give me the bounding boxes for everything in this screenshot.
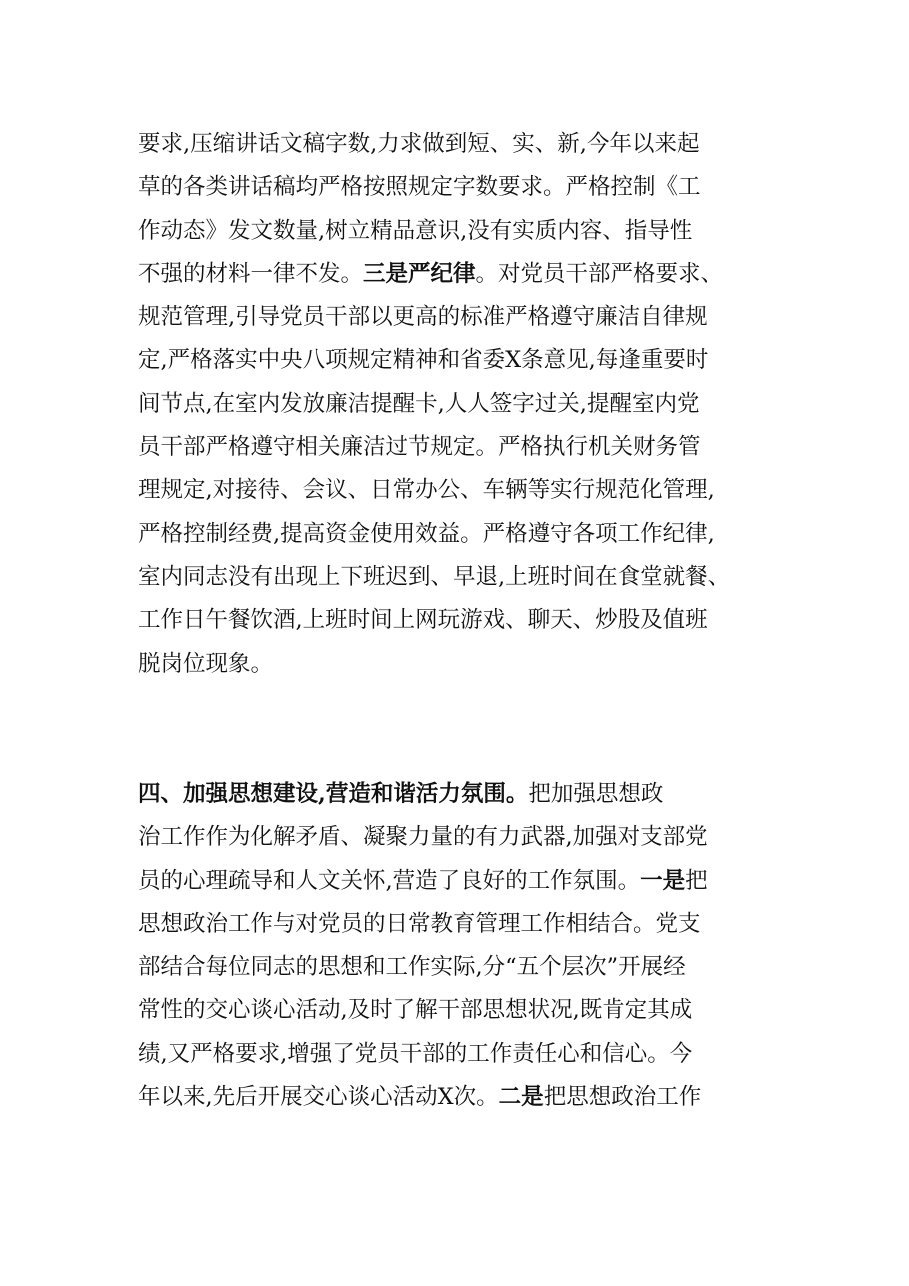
text-line [138,860,778,903]
text-line [138,556,778,599]
text-run: 。对党员干部严格要求、 [475,260,724,287]
text-run: 作动态》发文数量,树立精品意识,没有实质内容、指导性 [138,217,693,244]
text-run: 不强的材料一律不发。 [138,260,364,287]
text-line [138,166,778,209]
text-run: 年以来,先后开展交心谈心活动X次。 [138,1084,499,1111]
text-line [138,643,778,686]
bold-text-run: 三是严纪律 [363,260,476,287]
text-run: 室内同志没有出现上下班迟到、早退,上班时间在食堂就餐、 [138,563,731,590]
text-line [138,339,778,382]
text-line [138,296,778,339]
text-line [138,383,778,426]
text-line [138,1033,778,1076]
text-run: 把加强思想政 [528,781,664,807]
text-run: 理规定,对接待、会议、日常办公、车辆等实行规范化管理, [138,477,715,504]
text-run: 部结合每位同志的思想和工作实际,分“五个层次”开展经 [138,954,686,981]
text-run: 员干部严格遵守相关廉洁过节规定。严格执行机关财务管 [138,434,701,461]
text-run: 思想政治工作与对党员的日常教育管理工作相结合。党支 [138,910,701,937]
bold-text-run: 一是 [640,867,686,894]
bold-text-run: 二是 [498,1084,544,1111]
text-run: 严格控制经费,提高资金使用效益。严格遵守各项工作纪律, [138,520,715,547]
text-line [138,989,778,1032]
paragraph-2 [138,773,778,1119]
text-run: 草的各类讲话稿均严格按照规定字数要求。严格控制《工 [138,174,701,201]
text-line [138,773,778,816]
text-run: 治工作作为化解矛盾、凝聚力量的有力武器,加强对支部党 [138,824,708,851]
text-line [138,513,778,556]
text-run: 规范管理,引导党员干部以更高的标准严格遵守廉洁自律规 [138,304,708,331]
text-run: 常性的交心谈心活动,及时了解干部思想状况,既肯定其成 [138,997,693,1024]
text-line [138,946,778,989]
bold-text-run: 四、加强思想建设,营造和谐活力氛围。 [138,781,529,807]
text-run: 定,严格落实中央八项规定精神和省委X条意见,每逢重要时 [138,347,709,374]
text-line [138,426,778,469]
text-run: 把 [685,867,708,894]
text-line [138,1076,778,1119]
text-run: 员的心理疏导和人文关怀,营造了良好的工作氛围。 [138,867,641,894]
text-run: 工作日午餐饮酒,上班时间上网玩游戏、聊天、炒股及值班 [138,607,708,634]
text-run: 间节点,在室内发放廉洁提醒卡,人人签字过关,提醒室内党 [138,390,700,417]
text-line [138,903,778,946]
text-run: 把思想政治工作 [543,1084,702,1111]
text-line [138,469,778,512]
text-line [138,816,778,859]
text-line [138,253,778,296]
text-run: 绩,又严格要求,增强了党员干部的工作责任心和信心。今 [138,1040,693,1067]
text-line [138,599,778,642]
text-run: 脱岗位现象。 [138,650,274,677]
text-line [138,123,778,166]
text-line [138,210,778,253]
paragraph-1 [138,123,778,686]
text-run: 要求,压缩讲话文稿字数,力求做到短、实、新,今年以来起 [138,131,700,157]
